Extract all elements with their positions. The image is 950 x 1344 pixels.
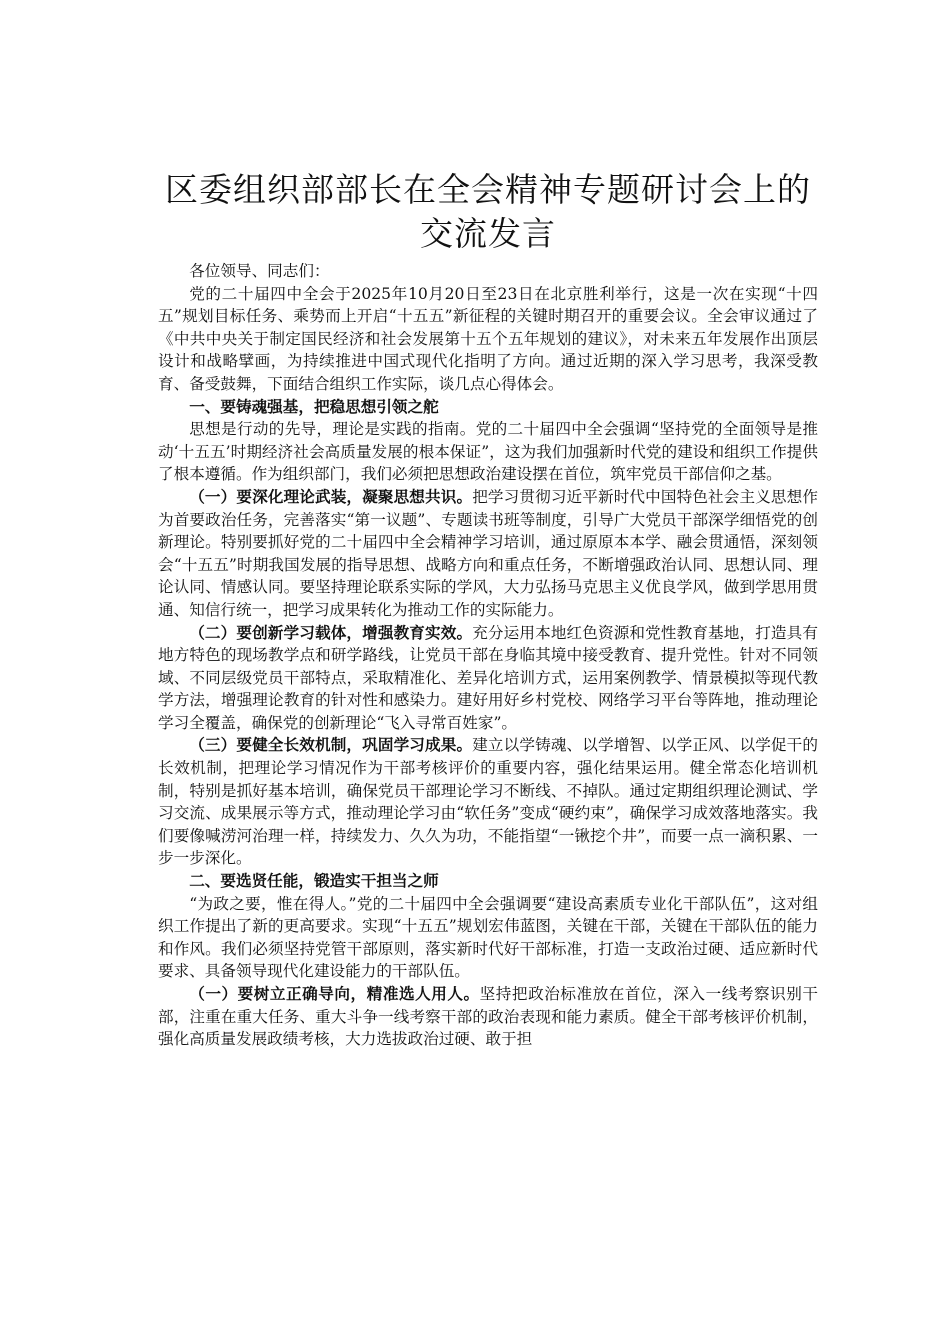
document-title: 区委组织部部长在全会精神专题研讨会上的交流发言 — [165, 170, 811, 253]
item-text: 把学习贯彻习近平新时代中国特色社会主义思想作为首要政治任务，完善落实“第一议题”、专题读书班等制度，引导广大党员干部深学细悟党的创新理论。特别要抓好党的二十届四中全会精神学习培训，通过原原本本学、融会贯通悟，深刻领会“十五五”时期我国发展的指导思想、战略方向和重点任务，不断增强政治认同、思想认同、理论认同、情感认同。要坚持理论联系实际的学风，大力弘扬马克思主义优良学风，做到学思用贯通、知信行统一，把学习成果转化为推动工作的实际能力。 — [158, 487, 818, 619]
section-1-body: 思想是行动的先导，理论是实践的指南。党的二十届四中全会强调“坚持党的全面领导是推动‘十五五’时期经济社会高质量发展的根本保证”，这为我们加强新时代党的建设和组织工作提供了根本遵循。作为组织部门，我们必须把思想政治建设摆在首位，筑牢党员干部信仰之基。 — [158, 420, 818, 484]
section-2-heading: 二、要选贤任能，锻造实干担当之师 — [189, 871, 439, 891]
item-lead: （三）要健全长效机制，巩固学习成果。 — [189, 735, 473, 755]
item-lead: （二）要创新学习载体，增强教育实效。 — [189, 622, 473, 642]
section-2-item-1 — [158, 983, 818, 1051]
item-lead: （一）要深化理论武装，凝聚思想共识。 — [189, 486, 473, 506]
document-page — [158, 168, 818, 1051]
item-lead: （一）要树立正确导向，精准选人用人。 — [189, 984, 480, 1003]
section-1-item-2 — [158, 622, 818, 735]
salutation: 各位领导、同志们： — [189, 262, 330, 280]
item-text: 充分运用本地红色资源和党性教育基地，打造具有地方特色的现场教学点和研学路线，让党员干部在身临其境中接受教育、提升党性。针对不同领域、不同层级党员干部特点，采取精准化、差异化培训方式，运用案例教学、情景模拟等现代教学方法，增强理论教育的针对性和感染力。建好用好乡村党校、网络学习平台等阵地，推动理论学习全覆盖，确保党的创新理论“飞入寻常百姓家”。 — [158, 623, 818, 732]
item-text: 建立以学铸魂、以学增智、以学正风、以学促干的长效机制，把理论学习情况作为干部考核评价的重要内容，强化结果运用。健全常态化培训机制，特别是抓好基本培训，确保党员干部理论学习不断线、不掉队。通过定期组织理论测试、学习交流、成果展示等方式，推动理论学习由“软任务”变成“硬约束”，确保学习成效落地落实。我们要像喊涝河治理一样，持续发力、久久为功，不能指望“一锹挖个井”，而要一点一滴积累、一步一步深化。 — [158, 736, 818, 868]
section-1-item-1 — [158, 486, 818, 622]
section-2-body: “为政之要，惟在得人。”党的二十届四中全会强调要“建设高素质专业化干部队伍”，这对组织工作提出了新的更高要求。实现“十五五”规划宏伟蓝图，关键在干部，关键在干部队伍的能力和作风。我们必须坚持党管干部原则，落实新时代好干部标准，打造一支政治过硬、适应新时代要求、具备领导现代化建设能力的干部队伍。 — [158, 894, 818, 981]
intro-paragraph: 党的二十届四中全会于2025年10月20日至23日在北京胜利举行，这是一次在实现“十四五”规划目标任务、乘势而上开启“十五五”新征程的关键时期召开的重要会议。全会审议通过了《中共中央关于制定国民经济和社会发展第十五个五年规划的建议》，对未来五年发展作出顶层设计和战略擘画，为持续推进中国式现代化指明了方向。通过近期的深入学习思考，我深受教育、备受鼓舞，下面结合组织工作实际，谈几点心得体会。 — [158, 284, 818, 393]
section-1-heading: 一、要铸魂强基，把稳思想引领之舵 — [189, 396, 439, 416]
item-text: 坚持把政治标准放在首位，深入一线考察识别干部，注重在重大任务、重大斗争一线考察干部的政治表现和能力素质。健全干部考核评价机制，强化高质量发展政绩考核，大力选拔政治过硬、敢于担 — [158, 985, 818, 1049]
section-1-item-3 — [158, 734, 818, 870]
